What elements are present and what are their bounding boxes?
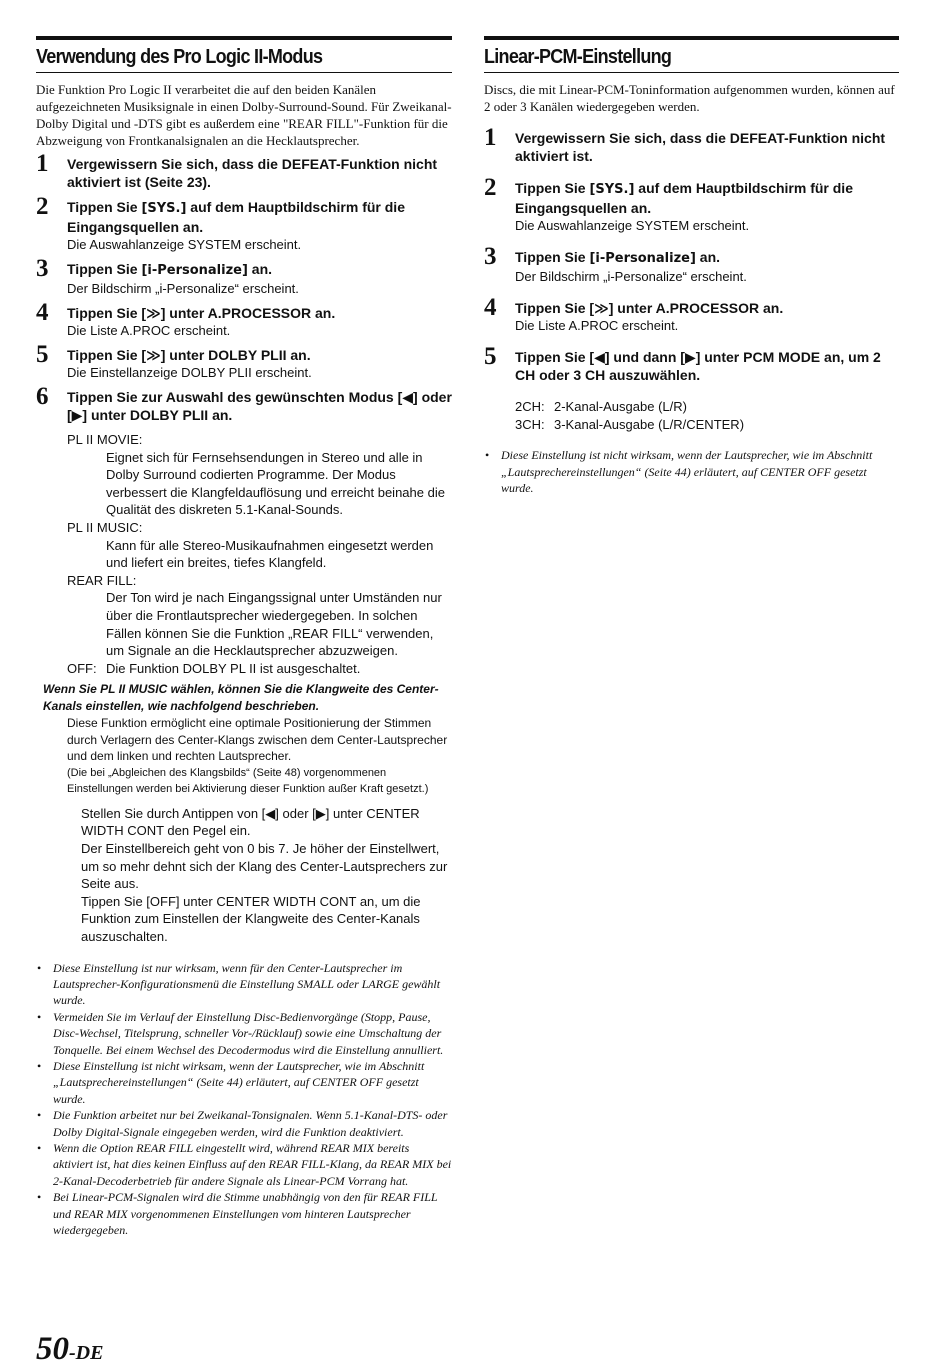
channel-option bbox=[515, 398, 899, 416]
instruction-text: Tippen Sie [≫] unter A.PROCESSOR an. bbox=[515, 300, 784, 316]
section-title-block bbox=[484, 40, 899, 73]
note-item: • Vermeiden Sie im Verlauf der Einstellung Disc-Bedienvorgänge (Stopp, Pause, Disc-Wechsel, Titelsprung, schneller Vor-/Rücklauf) sowie eine Umschaltung der Tonquelle. Bei einem Wechsel des Decodermodus wird die Einstellung annulliert. bbox=[36, 1009, 452, 1058]
key-label: [i-Personalize] bbox=[589, 251, 696, 266]
step-result: Die Auswahlanzeige SYSTEM erscheint. bbox=[515, 218, 750, 233]
key-label: [i-Personalize] bbox=[141, 263, 248, 278]
note-item: • Wenn die Option REAR FILL eingestellt wird, während REAR MIX bereits aktiviert ist, hat dies keinen Einfluss auf den REAR FILL-Klang, da REAR MIX bei 2-Kanal-Decoderbetrieb für andere Signale als Linear-PCM Vorrang hat. bbox=[36, 1140, 452, 1189]
step-number: 4 bbox=[36, 299, 49, 326]
step-instruction bbox=[67, 346, 452, 364]
step-list bbox=[484, 124, 899, 384]
notes-list bbox=[484, 447, 899, 496]
section-title: Verwendung des Pro Logic II-Modus bbox=[36, 46, 323, 68]
step-number: 3 bbox=[484, 243, 497, 270]
step-item bbox=[484, 343, 899, 384]
instruction-text: auf dem Hauptbildschirm für die Eingangsquellen an. bbox=[515, 180, 853, 216]
step-instruction bbox=[67, 198, 452, 236]
intro-paragraph: Discs, die mit Linear-PCM-Toninformation aufgenommen wurden, können auf 2 oder 3 Kanälen wiedergegeben werden. bbox=[484, 82, 895, 114]
instruction-text: Vergewissern Sie sich, dass die DEFEAT-Funktion nicht aktiviert ist. bbox=[515, 130, 886, 164]
step-item bbox=[484, 294, 899, 334]
key-label: [SYS.] bbox=[589, 182, 635, 197]
instruction-line: Der Einstellbereich geht von 0 bis 7. Je höher der Einstellwert, um so mehr dehnt sich der Klang des Center-Lautsprechers zur Seite aus. bbox=[81, 841, 448, 892]
step-instruction bbox=[67, 260, 452, 280]
step-instruction bbox=[515, 348, 899, 384]
key-label: [SYS.] bbox=[141, 201, 187, 216]
instruction-text: Tippen Sie [≫] unter A.PROCESSOR an. bbox=[67, 305, 336, 321]
step-number: 3 bbox=[36, 255, 49, 282]
step-item bbox=[36, 150, 452, 191]
step-item bbox=[484, 243, 899, 285]
step-item bbox=[36, 193, 452, 253]
instruction-text: Tippen Sie bbox=[515, 180, 590, 196]
intro-paragraph: Die Funktion Pro Logic II verarbeitet die auf den beiden Kanälen aufgezeichneten Musiksignale in einen Dolby-Surround-Sound. Für Zweikanal-Dolby Digital und -DTS gibt es außerdem eine "REAR FILL"-Funktion für die Abzweigung von Frontkanalsignalen an die Hecklautsprecher. bbox=[36, 82, 452, 148]
step-result: Die Einstellanzeige DOLBY PLII erscheint. bbox=[67, 365, 312, 380]
mode-item-off bbox=[67, 660, 452, 678]
instruction-text: an. bbox=[695, 249, 721, 265]
mode-name: PL II MOVIE: bbox=[67, 432, 143, 447]
step-item bbox=[36, 299, 452, 339]
center-width-description: Diese Funktion ermöglicht eine optimale Positionierung der Stimmen durch Verlagern des Center-Klangs zwischen dem Center-Lautsprecher und dem linken und rechten Lautsprecher. bbox=[67, 716, 448, 764]
step-list bbox=[36, 150, 452, 424]
instruction-text: an. bbox=[247, 261, 273, 277]
step-result: Der Bildschirm „i-Personalize“ erscheint. bbox=[67, 281, 299, 296]
center-width-remark: (Die bei „Abgleichen des Klangsbilds“ (Seite 48) vorgenommenen Einstellungen werden bei Aktivierung dieser Funktion außer Kraft gesetzt.) bbox=[67, 766, 429, 795]
note-item: • Diese Einstellung ist nur wirksam, wenn für den Center-Lautsprecher im Lautsprecher-Konfigurationsmenü die Einstellung SMALL oder LARGE gewählt wurde. bbox=[36, 960, 452, 1009]
section-title: Linear-PCM-Einstellung bbox=[484, 46, 672, 68]
section-title-block bbox=[36, 40, 452, 73]
step-item bbox=[36, 383, 452, 424]
step-number: 1 bbox=[36, 150, 49, 177]
step-result: Die Liste A.PROC erscheint. bbox=[67, 323, 231, 338]
step-number: 1 bbox=[484, 124, 497, 151]
step-number: 5 bbox=[484, 343, 497, 370]
step-number: 4 bbox=[484, 294, 497, 321]
channel-description: 2-Kanal-Ausgabe (L/R) bbox=[554, 399, 687, 414]
page-number bbox=[36, 1331, 103, 1371]
note-item: • Diese Einstellung ist nicht wirksam, wenn der Lautsprecher, wie im Abschnitt „Lautsprechereinstellungen“ (Seite 44) erläutert, auf CENTER OFF gesetzt wurde. bbox=[36, 1058, 452, 1107]
step-number: 2 bbox=[36, 193, 49, 220]
note-item: • Bei Linear-PCM-Signalen wird die Stimme unabhängig von den für REAR FILL und REAR MIX vorgenommenen Einstellungen vom hinteren Lautsprecher wiedergegeben. bbox=[36, 1189, 452, 1238]
mode-item bbox=[67, 572, 452, 660]
mode-description: Der Ton wird je nach Eingangssignal unter Umständen nur über die Frontlautsprecher wiedergegeben. In solchen Fällen können Sie die Funktion „REAR FILL“ verwenden, um Signale an die Hecklautsprecher abzuzweigen. bbox=[106, 590, 442, 659]
step-instruction bbox=[515, 179, 899, 217]
note-item: • Die Funktion arbeitet nur bei Zweikanal-Tonsignalen. Wenn 5.1-Kanal-DTS- oder Dolby Digital-Signale eingegeben werden, wird die Funktion deaktiviert. bbox=[36, 1107, 452, 1140]
mode-item bbox=[67, 431, 452, 519]
mode-description: Die Funktion DOLBY PL II ist ausgeschaltet. bbox=[106, 660, 361, 676]
instruction-text: Tippen Sie bbox=[67, 199, 142, 215]
step-instruction bbox=[67, 388, 452, 424]
center-width-heading: Wenn Sie PL II MUSIC wählen, können Sie die Klangweite des Center-Kanals einstellen, wie nachfolgend beschrieben. bbox=[43, 682, 439, 714]
instruction-line: Stellen Sie durch Antippen von [◀] oder [▶] unter CENTER WIDTH CONT den Pegel ein. bbox=[81, 805, 420, 839]
step-instruction bbox=[67, 304, 452, 322]
mode-description: Eignet sich für Fernsehsendungen in Stereo und alle in Dolby Surround codierten Programme. Der Modus verbessert die Klangfeldauflösung und erreicht beinahe die Qualität des diskreten 5.1-Kanal-Sounds. bbox=[106, 449, 445, 518]
instruction-text: Tippen Sie [◀] und dann [▶] unter PCM MODE an, um 2 CH oder 3 CH auszuwählen. bbox=[515, 349, 881, 383]
step-instruction bbox=[67, 155, 452, 191]
mode-item bbox=[67, 519, 452, 572]
mode-list bbox=[67, 431, 452, 677]
step-number: 2 bbox=[484, 174, 497, 201]
instruction-line: Tippen Sie [OFF] unter CENTER WIDTH CONT an, um die Funktion zum Einstellen der Klangweite des Center-Kanals auszuschalten. bbox=[81, 893, 421, 944]
instruction-text: Vergewissern Sie sich, dass die DEFEAT-Funktion nicht aktiviert ist (Seite 23). bbox=[67, 156, 438, 190]
right-column bbox=[484, 36, 899, 496]
step-result: Der Bildschirm „i-Personalize“ erscheint. bbox=[515, 269, 747, 284]
step-item bbox=[36, 341, 452, 381]
instruction-text: Tippen Sie bbox=[515, 249, 590, 265]
left-column bbox=[36, 36, 452, 1238]
step-instruction bbox=[515, 248, 899, 268]
channel-description: 3-Kanal-Ausgabe (L/R/CENTER) bbox=[554, 416, 745, 432]
instruction-text: Tippen Sie [≫] unter DOLBY PLII an. bbox=[67, 347, 311, 363]
page-number-value: 50 bbox=[36, 1331, 69, 1367]
step-instruction bbox=[515, 129, 899, 165]
step-item bbox=[484, 124, 899, 165]
instruction-text: Tippen Sie zur Auswahl des gewünschten Modus [◀] oder [▶] unter DOLBY PLII an. bbox=[67, 389, 452, 423]
step-instruction bbox=[515, 299, 899, 317]
mode-name: PL II MUSIC: bbox=[67, 519, 143, 535]
step-item bbox=[36, 255, 452, 297]
step-result: Die Auswahlanzeige SYSTEM erscheint. bbox=[67, 237, 302, 252]
channel-name: 2CH: bbox=[515, 399, 545, 414]
mode-description: Kann für alle Stereo-Musikaufnahmen eingesetzt werden und liefert ein breites, tiefes Klangfeld. bbox=[106, 537, 434, 571]
step-number: 6 bbox=[36, 383, 49, 410]
page-number-suffix: -DE bbox=[69, 1342, 104, 1364]
step-number: 5 bbox=[36, 341, 49, 368]
note-item: • Diese Einstellung ist nicht wirksam, wenn der Lautsprecher, wie im Abschnitt „Lautsprechereinstellungen“ (Seite 44) erläutert, auf CENTER OFF gesetzt wurde. bbox=[484, 447, 899, 496]
step-result: Die Liste A.PROC erscheint. bbox=[515, 318, 679, 333]
center-width-instructions bbox=[81, 805, 452, 946]
mode-name: REAR FILL: bbox=[67, 572, 137, 588]
mode-name: OFF: bbox=[67, 660, 97, 676]
instruction-text: Tippen Sie bbox=[67, 261, 142, 277]
instruction-text: auf dem Hauptbildschirm für die Eingangsquellen an. bbox=[67, 199, 405, 235]
step-item bbox=[484, 174, 899, 234]
channel-name: 3CH: bbox=[515, 416, 545, 432]
notes-list bbox=[36, 960, 452, 1239]
channel-option bbox=[515, 416, 899, 434]
